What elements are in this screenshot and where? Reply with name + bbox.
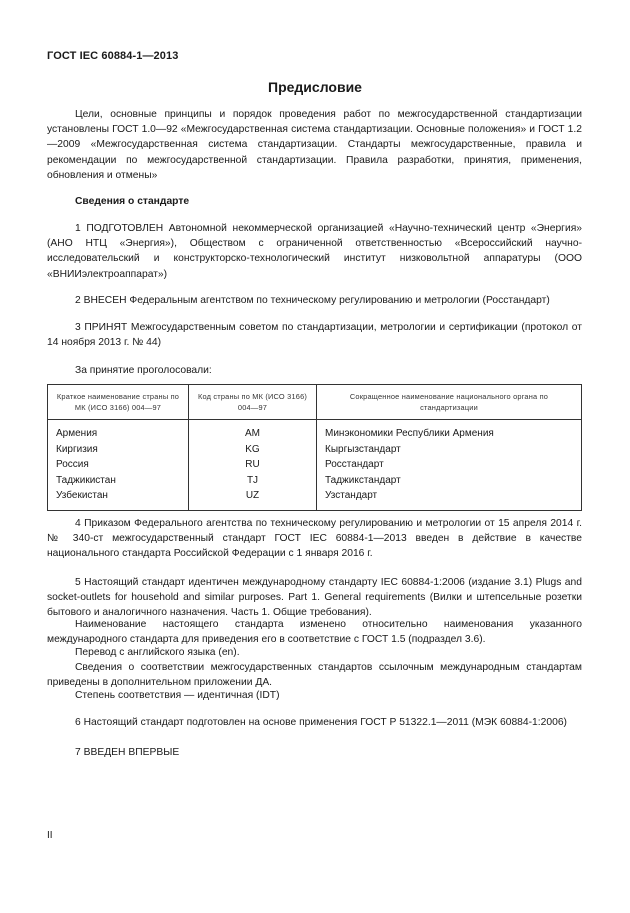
- item-3-paragraph: 3 ПРИНЯТ Межгосударственным советом по стандартизации, метрологии и сертификации (протокол от 14 ноября 2013 г. № 44): [47, 322, 582, 349]
- item-5-translation-note: Перевод с английского языка (en).: [75, 647, 240, 658]
- country-name-cell: Узбекистан: [48, 488, 189, 510]
- table-header-cell: Сокращенное наименование национального органа по стандартизации: [317, 385, 582, 420]
- table-header-cell: Краткое наименование страны по МК (ИСО 3166) 004—97: [48, 385, 189, 420]
- document-header: ГОСТ IEC 60884-1—2013: [47, 50, 179, 62]
- voted-label: За принятие проголосовали:: [75, 365, 212, 376]
- table-header-row: [48, 385, 582, 420]
- countries-table: [47, 384, 582, 511]
- table-header-cell: Код страны по МК (ИСО 3166) 004—97: [189, 385, 317, 420]
- table-row: [48, 488, 582, 510]
- country-code-cell: UZ: [189, 488, 317, 510]
- table-row: [48, 420, 582, 442]
- item-5-conformity-note: Степень соответствия — идентичная (IDT): [75, 690, 280, 701]
- item-6-paragraph: 6 Настоящий стандарт подготовлен на основе применения ГОСТ Р 51322.1—2011 (МЭК 60884-1:2006): [75, 717, 567, 728]
- intro-paragraph: Цели, основные принципы и порядок проведения работ по межгосударственной стандартизации установлены ГОСТ 1.0—92 «Межгосударственная система стандартизации. Основные положения» и ГОСТ 1.2—2009 «Межгосударственная система стандартизации. Стандарты межгосударственные, правила и рекомендации по межгосударственной стандартизации. Правила разработки, принятия, применения, обновления и отмены»: [47, 109, 582, 181]
- table-row: [48, 473, 582, 489]
- item-2-paragraph: 2 ВНЕСЕН Федеральным агентством по техническому регулированию и метрологии (Росстандарт): [75, 295, 550, 306]
- country-code-cell: KG: [189, 442, 317, 458]
- item-5-name-note: Наименование настоящего стандарта изменено относительно наименования указанного международного стандарта для приведения его в соответствие с ГОСТ 1.5 (подраздел 3.6).: [47, 619, 582, 646]
- national-body-cell: Таджикстандарт: [317, 473, 582, 489]
- country-name-cell: Россия: [48, 457, 189, 473]
- country-name-cell: Таджикистан: [48, 473, 189, 489]
- table-row: [48, 457, 582, 473]
- section-subheading: Сведения о стандарте: [75, 196, 190, 207]
- page-title: Предисловие: [268, 79, 362, 95]
- item-1-paragraph: 1 ПОДГОТОВЛЕН Автономной некоммерческой организацией «Научно-технический центр «Энергия» (АНО НТЦ «Энергия»), Обществом с ограниченной ответственностью «Всероссийский научно-исследовательский и конструкторско-технологический институт низковольтной аппаратуры (ООО «ВНИИэлектроаппарат»): [47, 223, 582, 280]
- item-4-paragraph: 4 Приказом Федерального агентства по техническому регулированию и метрологии от 15 апреля 2014 г. № 340-ст межгосударственный стандарт ГОСТ IEC 60884-1—2013 введен в действие в качестве национального стандарта Российской Федерации с 1 января 2016 г.: [47, 518, 582, 560]
- table-row: [48, 442, 582, 458]
- country-code-cell: AM: [189, 420, 317, 442]
- item-7-paragraph: 7 ВВЕДЕН ВПЕРВЫЕ: [75, 747, 180, 758]
- item-5-annex-note: Сведения о соответствии межгосударственных стандартов ссылочным международным стандартам приведены в дополнительном приложении ДА.: [47, 662, 582, 689]
- national-body-cell: Кыргызстандарт: [317, 442, 582, 458]
- national-body-cell: Узстандарт: [317, 488, 582, 510]
- country-code-cell: TJ: [189, 473, 317, 489]
- item-5-paragraph: 5 Настоящий стандарт идентичен международному стандарту IEC 60884-1:2006 (издание 3.1) Plugs and socket-outlets for household and similar purposes. Part 1. General requirements (Вилки и штепсельные розетки бытового и аналогичного назначения. Часть 1. Общие требования).: [47, 577, 582, 619]
- country-code-cell: RU: [189, 457, 317, 473]
- country-name-cell: Киргизия: [48, 442, 189, 458]
- page-number: II: [47, 830, 53, 841]
- national-body-cell: Минэкономики Республики Армения: [317, 420, 582, 442]
- country-name-cell: Армения: [48, 420, 189, 442]
- national-body-cell: Росстандарт: [317, 457, 582, 473]
